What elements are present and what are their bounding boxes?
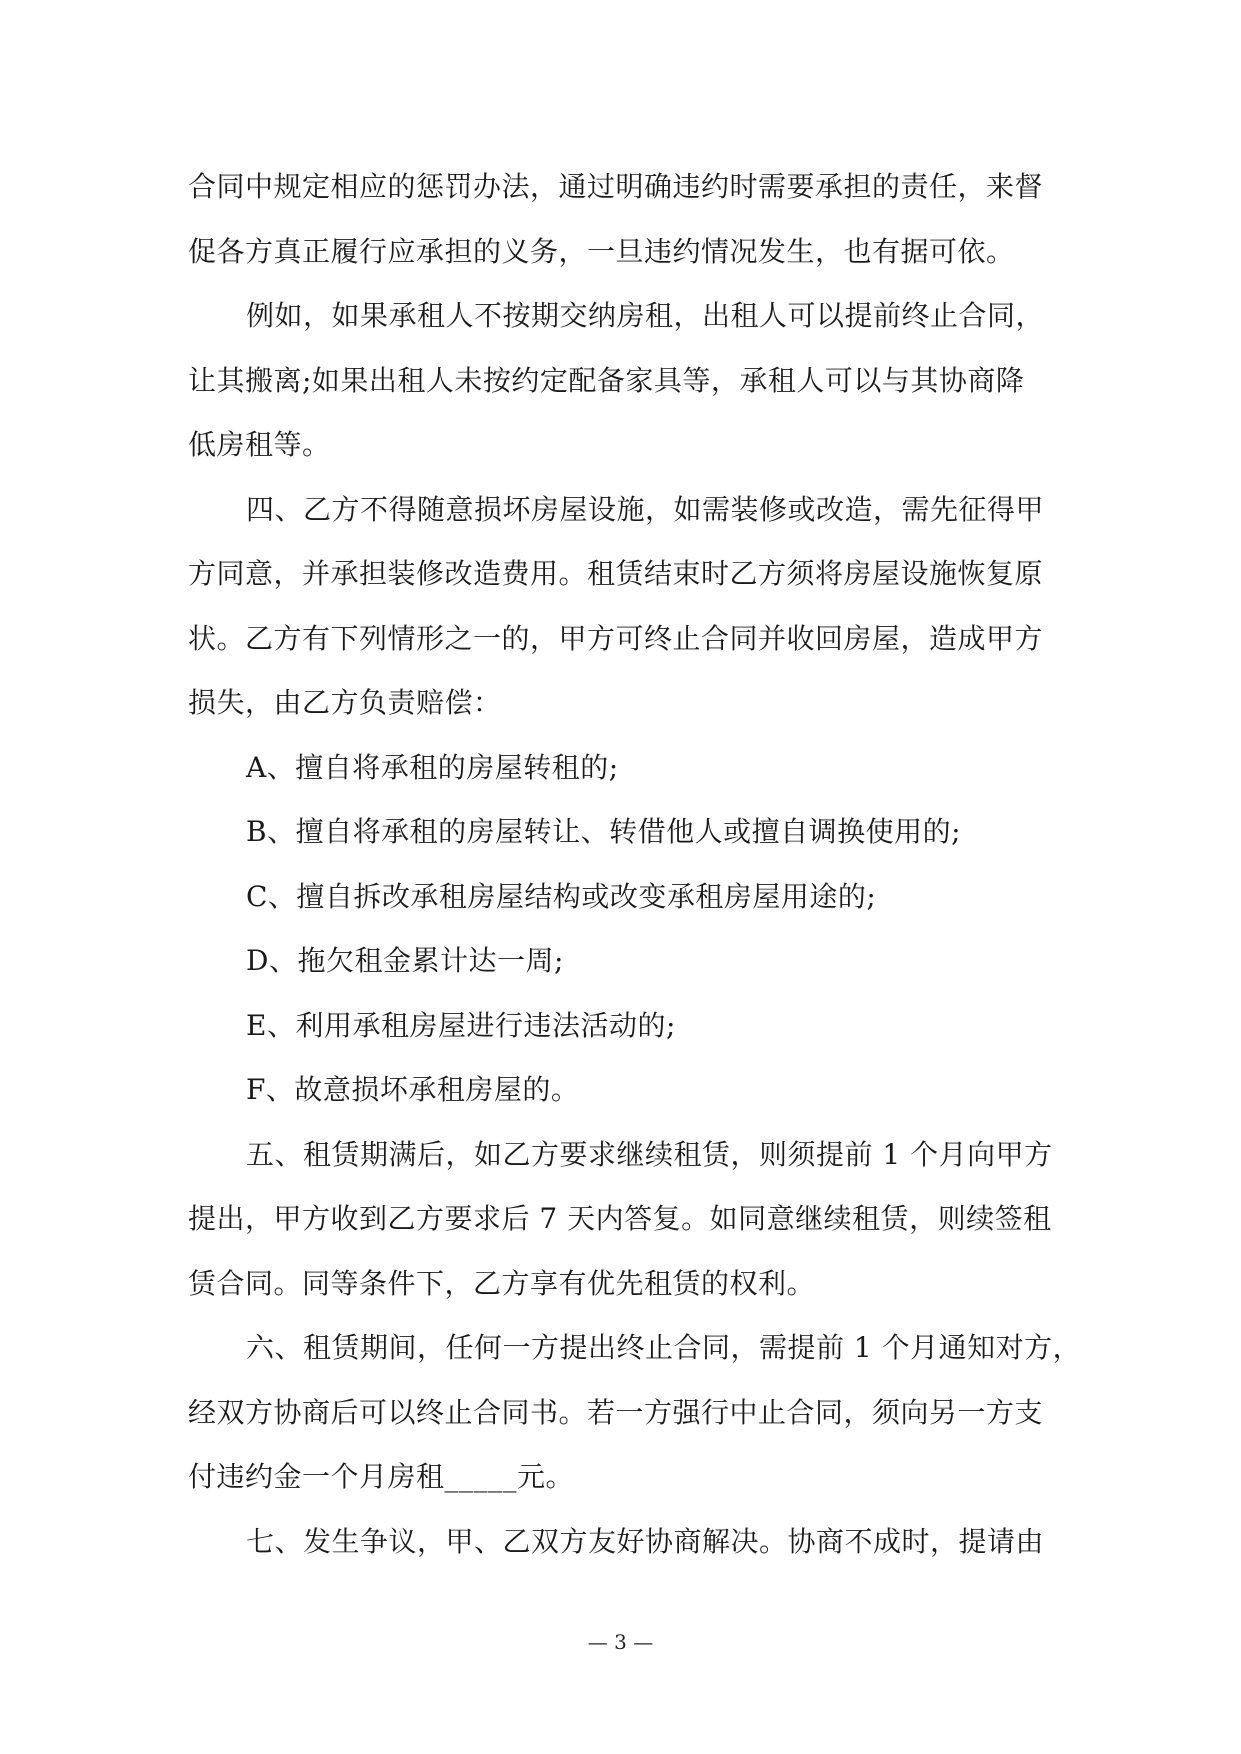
list-item-f: F、故意损坏承租房屋的。 [246,1073,580,1106]
text-line: 让其搬离;如果出租人未按约定配备家具等，承租人可以与其协商降 [188,363,1025,397]
text-line: 七、发生争议，甲、乙双方友好协商解决。协商不成时，提请由 [246,1524,1045,1558]
list-item-c: C、擅自拆改承租房屋结构或改变承租房屋用途的; [246,879,877,913]
text-line: 提出，甲方收到乙方要求后 7 天内答复。如同意继续租赁，则续签租 [188,1202,1052,1235]
text-line: 五、租赁期满后，如乙方要求继续租赁，则须提前 1 个月向甲方 [246,1137,1053,1171]
text-line: 合同中规定相应的惩罚办法，通过明确违约时需要承担的责任，来督 [188,170,1044,203]
list-item-d: D、拖欠租金累计达一周; [246,944,564,977]
text-line: 状。乙方有下列情形之一的，甲方可终止合同并收回房屋，造成甲方 [188,621,1044,655]
text-line: 经双方协商后可以终止合同书。若一方强行中止合同，须向另一方支 [188,1395,1044,1429]
text-line: 赁合同。同等条件下，乙方享有优先租赁的权利。 [188,1266,816,1300]
text-line: 促各方真正履行应承担的义务，一旦违约情况发生，也有据可依。 [188,234,1015,268]
text-line: 例如，如果承租人不按期交纳房租，出租人可以提前终止合同， [246,299,1045,332]
text-line: 付违约金一个月房租_____元。 [188,1460,575,1493]
list-item-b: B、擅自将承租的房屋转让、转借他人或擅自调换使用的; [246,815,962,848]
document-body [188,155,1082,1574]
page-number: — 3 — [587,1630,654,1654]
text-line: 四、乙方不得随意损坏房屋设施，如需装修或改造，需先征得甲 [246,492,1045,526]
text-line: 低房租等。 [188,428,331,461]
list-item-e: E、利用承租房屋进行违法活动的; [246,1008,676,1042]
text-line: 方同意，并承担装修改造费用。租赁结束时乙方须将房屋设施恢复原 [188,557,1044,590]
text-line: 六、租赁期间，任何一方提出终止合同，需提前 1 个月通知对方， [246,1331,1082,1364]
list-item-a: A、擅自将承租的房屋转租的; [246,750,619,784]
text-line: 损失，由乙方负责赔偿： [188,686,502,719]
